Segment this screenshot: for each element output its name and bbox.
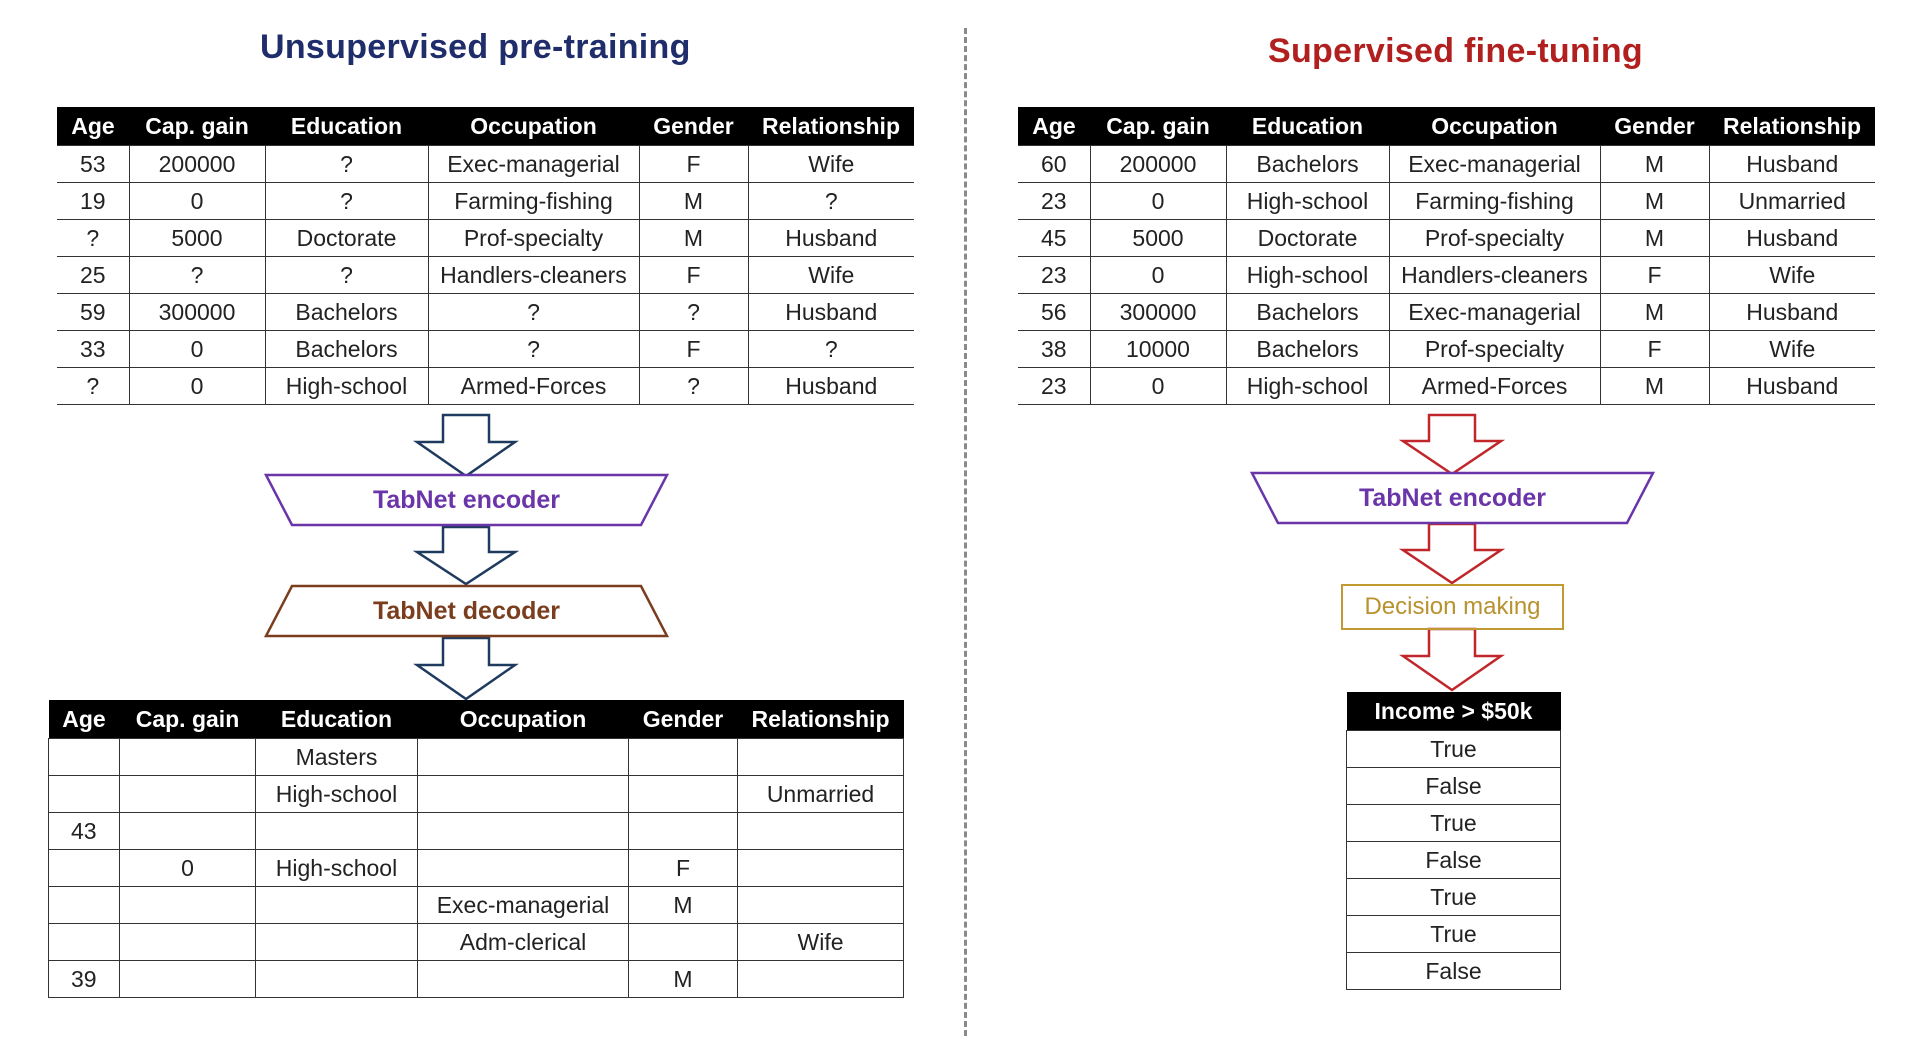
encoder-label: TabNet encoder [372,485,561,514]
column-header: Cap. gain [129,107,265,146]
table-cell: 53 [57,146,129,183]
table-cell: M [639,220,748,257]
income-prediction-cell: False [1347,953,1561,990]
table-cell: Husband [748,368,914,405]
table-cell: 23 [1018,183,1090,220]
table-cell: 200000 [129,146,265,183]
table-cell: Prof-specialty [428,220,639,257]
column-header: Cap. gain [1090,107,1226,146]
table-cell: 0 [129,183,265,220]
table-cell [629,813,738,850]
table-row [49,924,904,961]
table-cell: ? [748,331,914,368]
table-cell: Husband [748,220,914,257]
table-cell: High-school [265,368,428,405]
table-cell [256,961,418,998]
income-prediction-cell: False [1347,842,1561,879]
table-cell: Husband [1709,368,1875,405]
table-cell: Bachelors [265,331,428,368]
table-row [1018,146,1875,183]
left-panel-title: Unsupervised pre-training [260,28,691,66]
table-row [1018,183,1875,220]
table-row [57,183,914,220]
table-cell [738,850,904,887]
table-row [1347,916,1561,953]
table-cell: F [1600,257,1709,294]
table-cell: M [1600,146,1709,183]
table-cell: M [1600,294,1709,331]
table-cell: Wife [748,146,914,183]
column-header: Gender [629,700,738,739]
table-cell: 0 [120,850,256,887]
pretraining-input-table [57,107,914,405]
table-cell [256,813,418,850]
table-cell [418,739,629,776]
table-cell: High-school [1226,183,1389,220]
table-cell: F [629,850,738,887]
decoder-label: TabNet decoder [372,596,561,625]
column-header: Age [49,700,120,739]
table-cell: 43 [49,813,120,850]
table-cell: F [639,257,748,294]
table-cell [418,776,629,813]
table-cell: Masters [256,739,418,776]
table-cell: 25 [57,257,129,294]
decision-making-block [1341,584,1564,630]
table-cell: 200000 [1090,146,1226,183]
column-header: Occupation [418,700,629,739]
panel-divider [964,28,967,1036]
table-cell [738,813,904,850]
table-row [1018,220,1875,257]
income-prediction-cell: True [1347,805,1561,842]
column-header: Occupation [1389,107,1600,146]
table-row [49,961,904,998]
table-cell: 23 [1018,368,1090,405]
table-cell: ? [748,183,914,220]
tabnet-decoder-block [264,584,669,638]
decision-making-label: Decision making [1364,593,1541,620]
table-cell: 5000 [129,220,265,257]
table-cell [49,776,120,813]
table-cell: 33 [57,331,129,368]
column-header: Education [265,107,428,146]
table-cell: Adm-clerical [418,924,629,961]
column-header: Age [1018,107,1090,146]
table-cell: Armed-Forces [428,368,639,405]
column-header: Education [1226,107,1389,146]
table-cell: Wife [1709,331,1875,368]
table-cell: M [629,887,738,924]
table-cell: M [639,183,748,220]
table-cell: ? [639,294,748,331]
table-cell: Exec-managerial [418,887,629,924]
table-cell: F [1600,331,1709,368]
down-arrow-icon [1399,627,1505,693]
table-cell: High-school [256,850,418,887]
table-row [49,813,904,850]
table-row [49,887,904,924]
column-header: Gender [1600,107,1709,146]
down-arrow-icon [413,636,519,702]
table-cell: 0 [129,331,265,368]
down-arrow-icon [413,413,519,479]
table-cell: 0 [1090,257,1226,294]
column-header: Relationship [1709,107,1875,146]
table-cell: Bachelors [1226,146,1389,183]
column-header: Age [57,107,129,146]
table-cell: M [1600,183,1709,220]
table-cell [49,887,120,924]
table-cell: Husband [1709,294,1875,331]
table-cell: ? [265,146,428,183]
table-cell: 38 [1018,331,1090,368]
table-cell [738,887,904,924]
income-prediction-cell: False [1347,768,1561,805]
table-row [49,850,904,887]
table-cell: ? [428,331,639,368]
table-cell: ? [57,368,129,405]
table-cell [418,813,629,850]
table-row [1347,768,1561,805]
table-cell: ? [57,220,129,257]
table-cell: Handlers-cleaners [428,257,639,294]
table-row [1347,805,1561,842]
column-header: Relationship [748,107,914,146]
column-header: Cap. gain [120,700,256,739]
table-cell: 39 [49,961,120,998]
table-cell: Armed-Forces [1389,368,1600,405]
down-arrow-icon [1399,413,1505,477]
table-cell: Farming-fishing [428,183,639,220]
table-cell [120,961,256,998]
table-cell: 45 [1018,220,1090,257]
table-cell: ? [265,183,428,220]
table-cell: 0 [129,368,265,405]
table-cell: 56 [1018,294,1090,331]
table-cell: 300000 [129,294,265,331]
table-cell: Unmarried [738,776,904,813]
table-header-row [1018,107,1875,146]
table-row [49,739,904,776]
table-cell [120,776,256,813]
table-cell [49,850,120,887]
table-cell: Bachelors [265,294,428,331]
table-cell: Husband [1709,146,1875,183]
income-header: Income > $50k [1347,692,1561,731]
table-row [49,776,904,813]
table-cell [418,850,629,887]
table-cell [418,961,629,998]
right-panel-title: Supervised fine-tuning [1268,32,1643,70]
table-cell [738,961,904,998]
table-cell: 5000 [1090,220,1226,257]
table-row [1347,842,1561,879]
table-cell: Prof-specialty [1389,331,1600,368]
table-row [57,331,914,368]
table-cell: Husband [1709,220,1875,257]
table-cell: Farming-fishing [1389,183,1600,220]
table-cell: F [639,146,748,183]
table-cell: ? [265,257,428,294]
table-cell: Prof-specialty [1389,220,1600,257]
table-cell [629,739,738,776]
table-cell: Doctorate [265,220,428,257]
table-cell: Wife [748,257,914,294]
table-header-row [49,700,904,739]
reconstruction-output-table [48,700,904,998]
column-header: Education [256,700,418,739]
table-cell: Wife [738,924,904,961]
table-cell: M [1600,368,1709,405]
table-cell: Wife [1709,257,1875,294]
table-cell [49,739,120,776]
table-cell: ? [428,294,639,331]
table-cell [629,776,738,813]
table-cell [629,924,738,961]
table-cell: 300000 [1090,294,1226,331]
table-row [1347,879,1561,916]
finetuning-input-table [1018,107,1875,405]
table-cell: 19 [57,183,129,220]
encoder-label: TabNet encoder [1358,483,1547,512]
table-header-row [1347,692,1561,731]
table-cell: 60 [1018,146,1090,183]
table-row [1018,331,1875,368]
table-row [57,220,914,257]
table-cell: High-school [256,776,418,813]
table-cell [256,924,418,961]
table-cell: 59 [57,294,129,331]
table-cell [256,887,418,924]
column-header: Gender [639,107,748,146]
table-cell: ? [639,368,748,405]
table-cell: M [629,961,738,998]
table-cell: Exec-managerial [1389,294,1600,331]
table-cell: Doctorate [1226,220,1389,257]
down-arrow-icon [1399,522,1505,586]
income-prediction-cell: True [1347,879,1561,916]
column-header: Relationship [738,700,904,739]
table-cell: Bachelors [1226,331,1389,368]
table-row [57,368,914,405]
table-row [57,257,914,294]
table-row [1018,257,1875,294]
income-prediction-table [1346,692,1561,990]
table-cell [49,924,120,961]
table-cell: Unmarried [1709,183,1875,220]
table-cell [738,739,904,776]
table-cell: 10000 [1090,331,1226,368]
table-cell: Exec-managerial [428,146,639,183]
table-cell: Handlers-cleaners [1389,257,1600,294]
table-cell: 0 [1090,368,1226,405]
table-row [57,294,914,331]
column-header: Occupation [428,107,639,146]
table-cell: Exec-managerial [1389,146,1600,183]
table-cell: F [639,331,748,368]
table-row [1347,953,1561,990]
table-cell: High-school [1226,368,1389,405]
down-arrow-icon [413,525,519,587]
table-header-row [57,107,914,146]
table-cell [120,924,256,961]
table-cell: ? [129,257,265,294]
table-row [1347,731,1561,768]
table-cell [120,739,256,776]
table-cell: High-school [1226,257,1389,294]
table-row [1018,368,1875,405]
table-row [1018,294,1875,331]
tabnet-encoder-block-right [1250,471,1655,525]
table-row [57,146,914,183]
table-cell [120,813,256,850]
table-cell: Husband [748,294,914,331]
income-prediction-cell: True [1347,916,1561,953]
table-cell [120,887,256,924]
table-cell: Bachelors [1226,294,1389,331]
table-cell: M [1600,220,1709,257]
table-cell: 23 [1018,257,1090,294]
income-prediction-cell: True [1347,731,1561,768]
table-cell: 0 [1090,183,1226,220]
tabnet-encoder-block-left [264,473,669,527]
